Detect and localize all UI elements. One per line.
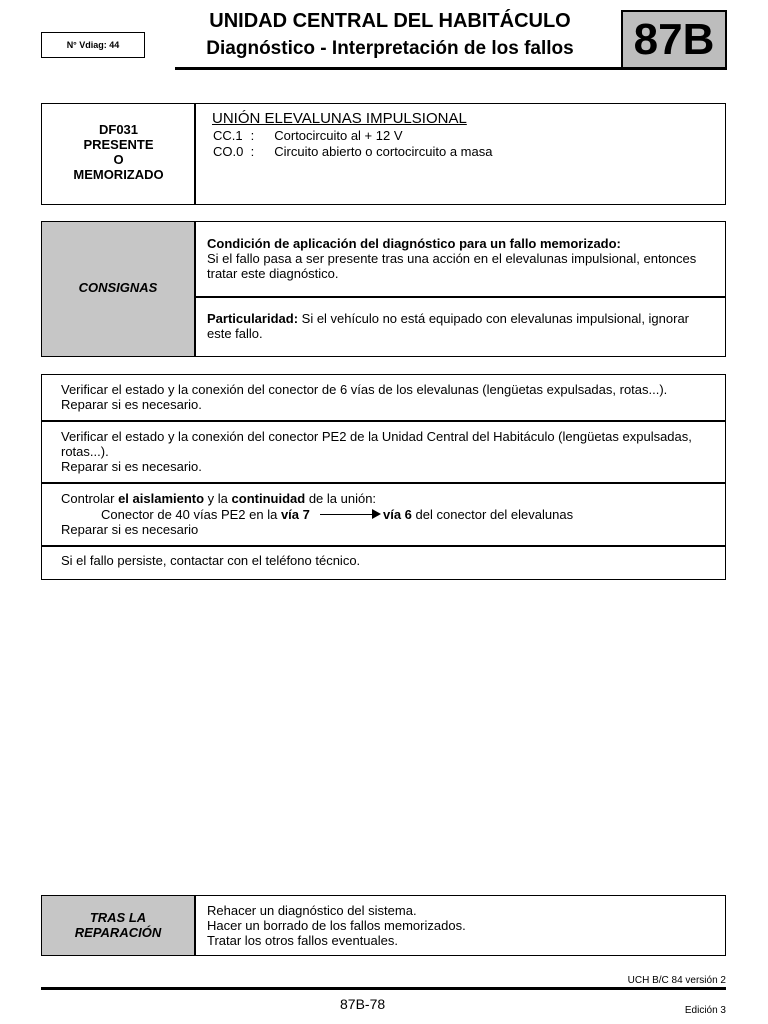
pin-from: vía 7 [280,507,310,522]
check-step-1: Reparar si es necesario. [61,397,202,412]
check-step-2: Verificar el estado y la conexión del conector PE2 de la Unidad Central del Habitáculo (lengüetas expulsadas, [61,429,692,444]
check-step-3 [61,491,376,506]
particularidad-line [207,311,689,326]
check-text: Controlar [61,491,119,506]
check-step-1: Verificar el estado y la conexión del conector de 6 vías de los elevalunas (lengüetas expulsadas, rotas...). [61,382,668,397]
check-text-bold: el aislamiento [118,491,205,506]
fault-code: DF031 [98,122,139,137]
condition-line: Si el fallo pasa a ser presente tras una acción en el elevalunas impulsional, entonces [207,251,697,266]
header-rule [175,67,725,70]
vdiag-label: N° Vdiag: 44 [41,32,145,58]
particularidad-label: Particularidad: [207,311,299,326]
fault-state-or: O [113,152,124,167]
footer-edition: Edición 3 [684,1005,726,1016]
after-repair-divider [194,895,196,956]
pin-to: vía 6 [383,507,412,522]
arrow-line [320,514,372,515]
fault-line-code: CO.0 [213,144,244,159]
check-step-2: rotas...). [61,444,109,459]
fault-line-co0 [213,144,492,159]
footer-rule [41,987,726,990]
fault-line-sep: : [250,144,255,159]
fault-line-desc: Circuito abierto o cortocircuito a masa [274,144,493,159]
consignas-row-divider [194,296,726,298]
check-step-3-connector [101,507,310,522]
fault-divider [194,103,196,205]
fault-title: UNIÓN ELEVALUNAS IMPULSIONAL [212,110,467,127]
fault-line-desc: Cortocircuito al + 12 V [274,128,403,143]
check-step-2: Reparar si es necesario. [61,459,202,474]
page-number: 87B-78 [340,996,386,1012]
after-repair-label [42,910,194,940]
check-text: del conector del elevalunas [411,507,574,522]
particularidad-line: este fallo. [207,326,263,341]
fault-line-code: CC.1 [213,128,243,143]
after-repair-label-line: REPARACIÓN [74,925,162,940]
check-step-3: Reparar si es necesario [61,522,199,537]
particularidad-text: Si el vehículo no está equipado con elevalunas impulsional, ignorar [298,311,690,326]
after-repair-step: Hacer un borrado de los fallos memorizados. [207,918,466,933]
fault-code-block [43,122,194,182]
checks-row-divider [41,420,726,422]
fault-state-memorized: MEMORIZADO [73,167,164,182]
check-text: Conector de 40 vías PE2 en la [101,507,281,522]
page-title: UNIDAD CENTRAL DEL HABITÁCULO [209,10,571,32]
footer-version: UCH B/C 84 versión 2 [627,975,726,986]
check-step-4: Si el fallo persiste, contactar con el teléfono técnico. [61,553,361,568]
checks-row-divider [41,482,726,484]
consignas-divider [194,221,196,357]
arrow-right-icon [372,509,381,519]
check-text: y la [204,491,232,506]
checks-row-divider [41,545,726,547]
fault-line-sep: : [250,128,255,143]
fault-state-present: PRESENTE [83,137,154,152]
page-subtitle: Diagnóstico - Interpretación de los fallos [206,38,574,59]
check-step-3-connector-end [383,507,573,522]
after-repair-step: Rehacer un diagnóstico del sistema. [207,903,417,918]
consignas-label: CONSIGNAS [78,280,158,295]
condition-line: tratar este diagnóstico. [207,266,339,281]
fault-line-cc1 [213,128,403,143]
section-code: 87B [621,10,727,70]
condition-title: Condición de aplicación del diagnóstico para un fallo memorizado: [207,236,621,251]
after-repair-label-line: TRAS LA [89,910,147,925]
check-text-bold: continuidad [231,491,306,506]
check-text: de la unión: [305,491,377,506]
after-repair-step: Tratar los otros fallos eventuales. [207,933,398,948]
